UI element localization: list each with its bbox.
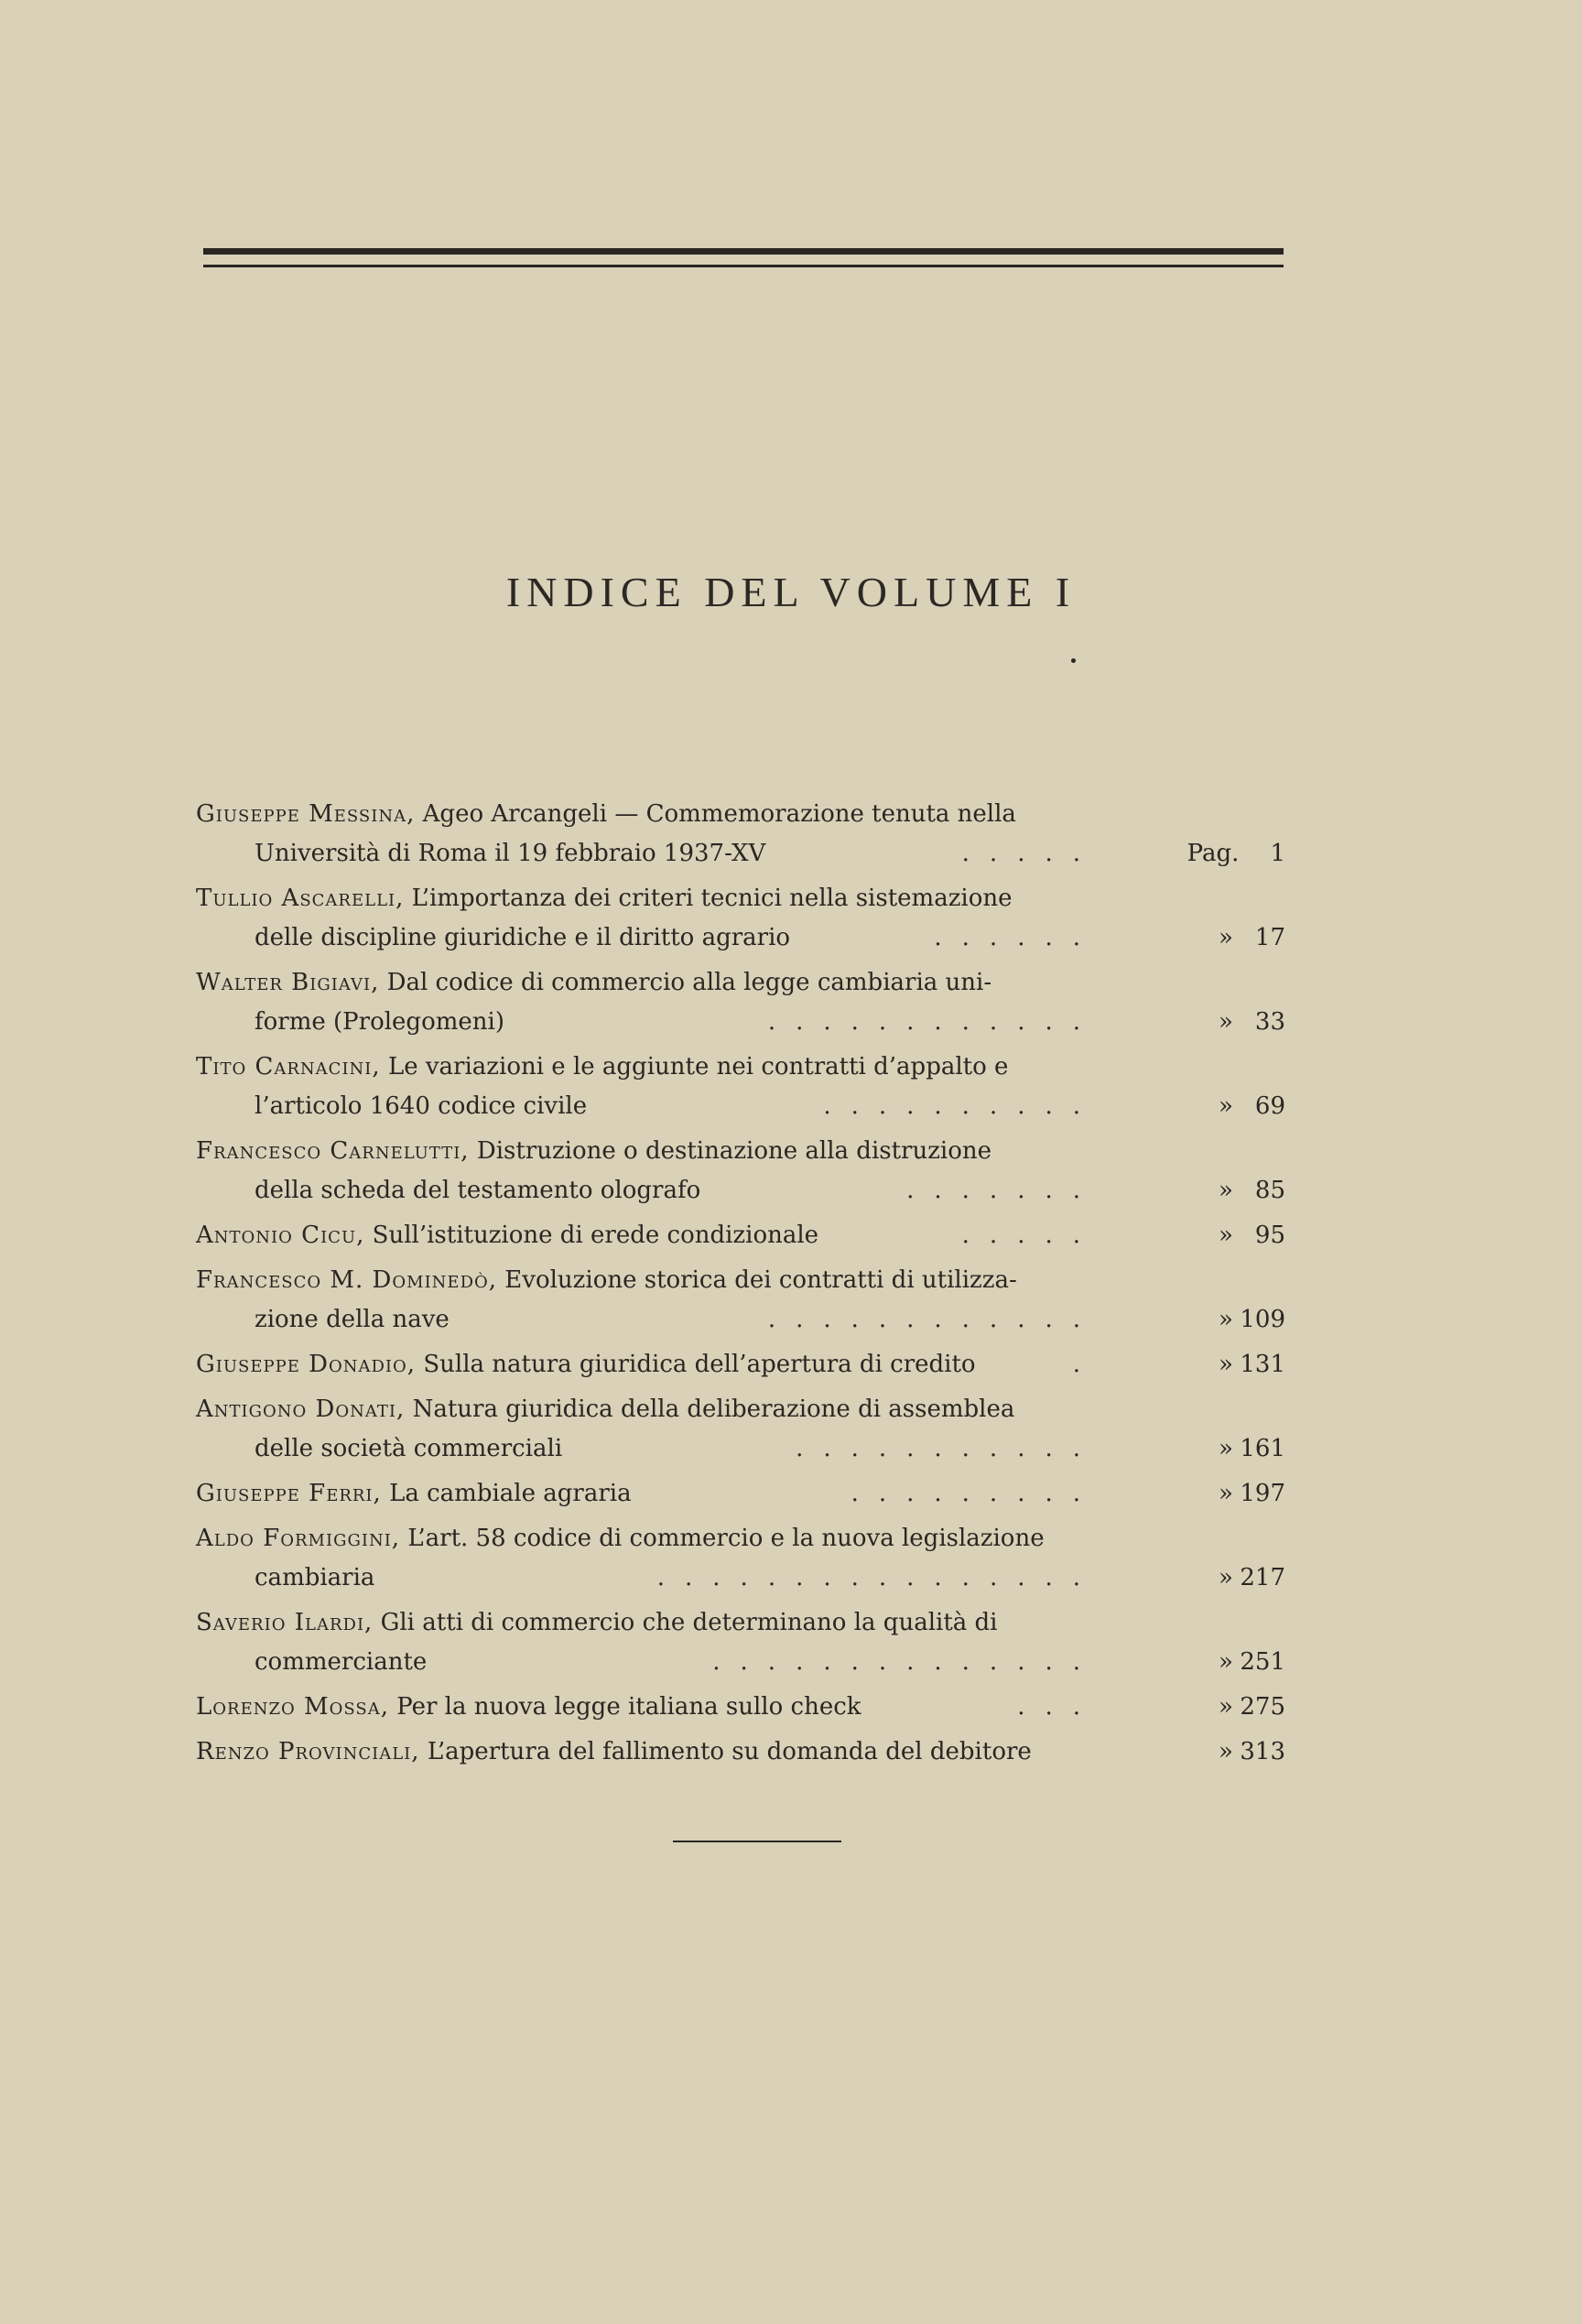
toc-entry-line (196, 1345, 1285, 1385)
ditto-mark: » (1219, 1564, 1233, 1591)
page-number: 251 (1240, 1648, 1285, 1676)
toc-author: Walter Bigiavi, (196, 969, 380, 996)
toc-entry-line (196, 1558, 1285, 1598)
toc-entry (196, 879, 1285, 958)
toc-title: Distruzione o destinazione alla distruzione (476, 1137, 992, 1165)
toc-title: Sulla natura giuridica dell’apertura di credito (423, 1351, 976, 1378)
page-number: 131 (1240, 1351, 1285, 1378)
toc-entry-line (196, 834, 1285, 874)
toc-entry-line (196, 1261, 1285, 1300)
toc-title-continued: delle discipline giuridiche e il diritto agrario (255, 924, 791, 951)
toc-entry (196, 963, 1285, 1042)
leader-dots: ........... (796, 1435, 1100, 1462)
ditto-mark: » (1219, 1648, 1233, 1676)
toc-title: Ageo Arcangeli — Commemorazione tenuta nella (422, 800, 1016, 828)
toc-author: Giuseppe Donadio, (196, 1351, 417, 1378)
toc-title: L’importanza dei criteri tecnici nella sistemazione (411, 885, 1013, 912)
toc-title-continued: della scheda del testamento olografo (255, 1177, 701, 1204)
toc-title: Natura giuridica della deliberazione di assemblea (412, 1395, 1015, 1423)
toc-author: Francesco Carnelutti, (196, 1137, 470, 1165)
toc-entry (196, 1688, 1285, 1727)
toc-entry-line (196, 1688, 1285, 1727)
toc-author: Saverio Ilardi, (196, 1609, 374, 1636)
page-number: 109 (1240, 1306, 1285, 1333)
toc-entry (196, 1603, 1285, 1682)
toc-title-continued: l’articolo 1640 codice civile (255, 1092, 588, 1120)
table-of-contents (196, 795, 1285, 1777)
toc-author: Tullio Ascarelli, (196, 885, 405, 912)
toc-author: Tito Carnacini, (196, 1053, 381, 1081)
page-label: Pag. (1186, 840, 1240, 867)
page-number: 313 (1240, 1738, 1285, 1765)
toc-entry-line (196, 1003, 1285, 1042)
toc-entry-line (196, 1603, 1285, 1643)
toc-title-continued: cambiaria (255, 1564, 375, 1591)
page-number: 85 (1254, 1177, 1285, 1204)
toc-entry-text (196, 1688, 861, 1727)
toc-author: Francesco M. Dominedò, (196, 1266, 498, 1294)
toc-entry (196, 1474, 1285, 1514)
page-number: 95 (1254, 1222, 1285, 1249)
toc-author: Lorenzo Mossa, (196, 1693, 389, 1721)
toc-entry (196, 1048, 1285, 1126)
toc-entry-text (196, 1048, 1008, 1087)
toc-title: Gli atti di commercio che determinano la qualità di (380, 1609, 998, 1636)
toc-entry-line (196, 1087, 1285, 1126)
top-rule-thick (203, 248, 1284, 255)
toc-author: Renzo Provinciali, (196, 1738, 420, 1765)
page-number: 33 (1254, 1008, 1285, 1036)
toc-entry-line (196, 1429, 1285, 1469)
toc-entry-line (196, 963, 1285, 1003)
toc-entry-text (196, 1216, 818, 1255)
toc-entry-text (196, 1261, 1017, 1300)
toc-entry-line (196, 1732, 1285, 1772)
leader-dots: ................ (656, 1564, 1100, 1591)
toc-entry-text (196, 1732, 1032, 1772)
toc-entry (196, 1519, 1285, 1598)
leader-dots: .............. (712, 1648, 1100, 1676)
leader-dots: ..... (961, 1222, 1100, 1249)
ditto-mark: » (1219, 1693, 1233, 1721)
ditto-mark: » (1219, 1177, 1233, 1204)
toc-entry-text (196, 1345, 976, 1385)
toc-author: Antigono Donati, (196, 1395, 406, 1423)
toc-entry-line (196, 1474, 1285, 1514)
leader-dots: ............ (767, 1306, 1100, 1333)
ditto-mark: » (1219, 924, 1233, 951)
toc-entry-line (196, 1390, 1285, 1429)
toc-title-continued: commerciante (255, 1648, 428, 1676)
toc-author: Giuseppe Ferri, (196, 1480, 382, 1507)
toc-title: L’art. 58 codice di commercio e la nuova legislazione (407, 1525, 1045, 1552)
toc-entry-line (196, 918, 1285, 958)
toc-entry-text (196, 1132, 991, 1171)
toc-entry-line (196, 879, 1285, 918)
toc-entry-text (196, 1474, 632, 1514)
toc-entry-line (196, 1519, 1285, 1558)
toc-entry-line (196, 1048, 1285, 1087)
leader-dots: ... (1017, 1693, 1100, 1721)
page-number: 17 (1254, 924, 1285, 951)
page-number: 1 (1270, 840, 1285, 867)
toc-entry (196, 795, 1285, 874)
ditto-mark: » (1219, 1008, 1233, 1036)
leader-dots: . (1072, 1351, 1100, 1378)
leader-dots: ............ (767, 1008, 1100, 1036)
toc-entry-line (196, 1171, 1285, 1211)
toc-entry-text (196, 879, 1013, 918)
leader-dots: .......... (823, 1092, 1100, 1120)
toc-title: Sull’istituzione di erede condizionale (372, 1222, 819, 1249)
toc-entry (196, 1132, 1285, 1211)
toc-title: La cambiale agraria (389, 1480, 632, 1507)
page-number: 69 (1254, 1092, 1285, 1120)
toc-title-continued: Università di Roma il 19 febbraio 1937-XV (255, 840, 766, 867)
ditto-mark: » (1219, 1092, 1233, 1120)
toc-entry-line (196, 1216, 1285, 1255)
ditto-mark: » (1219, 1351, 1233, 1378)
toc-title: Dal codice di commercio alla legge cambiaria uni- (386, 969, 992, 996)
toc-title: L’apertura del fallimento su domanda del debitore (427, 1738, 1032, 1765)
toc-entry (196, 1345, 1285, 1385)
page-title: INDICE DEL VOLUME I (505, 569, 1077, 615)
bottom-rule (673, 1841, 841, 1842)
ditto-mark: » (1219, 1306, 1233, 1333)
toc-author: Antonio Cicu, (196, 1222, 365, 1249)
toc-entry-text (196, 963, 991, 1003)
toc-entry-line (196, 1300, 1285, 1340)
toc-entry-text (196, 1519, 1045, 1558)
top-rule-thin (203, 265, 1284, 267)
toc-title-continued: forme (Prolegomeni) (255, 1008, 504, 1036)
toc-entry-text (196, 1603, 998, 1643)
page-number: 161 (1240, 1435, 1285, 1462)
toc-entry-line (196, 1643, 1285, 1682)
page-number: 217 (1240, 1564, 1285, 1591)
toc-entry (196, 1261, 1285, 1340)
ditto-mark: » (1219, 1480, 1233, 1507)
toc-entry (196, 1216, 1285, 1255)
toc-entry-text (196, 795, 1016, 834)
page-number: 197 (1240, 1480, 1285, 1507)
toc-entry-line (196, 795, 1285, 834)
ditto-mark: » (1219, 1435, 1233, 1462)
ink-speck (1071, 658, 1076, 663)
toc-entry-text (196, 1390, 1014, 1429)
toc-entry (196, 1390, 1285, 1469)
toc-title-continued: zione della nave (255, 1306, 450, 1333)
page-number: 275 (1240, 1693, 1285, 1721)
toc-author: Giuseppe Messina, (196, 800, 416, 828)
leader-dots: ..... (961, 840, 1100, 867)
toc-author: Aldo Formiggini, (196, 1525, 401, 1552)
toc-title-continued: delle società commerciali (255, 1435, 563, 1462)
toc-entry (196, 1732, 1285, 1772)
ditto-mark: » (1219, 1222, 1233, 1249)
toc-title: Le variazioni e le aggiunte nei contratti d’appalto e (387, 1053, 1009, 1081)
toc-entry-line (196, 1132, 1285, 1171)
leader-dots: ......... (851, 1480, 1100, 1507)
toc-title: Evoluzione storica dei contratti di utilizza- (504, 1266, 1017, 1294)
leader-dots: ....... (906, 1177, 1100, 1204)
leader-dots: ...... (934, 924, 1100, 951)
ditto-mark: » (1219, 1738, 1233, 1765)
toc-title: Per la nuova legge italiana sullo check (396, 1693, 861, 1721)
